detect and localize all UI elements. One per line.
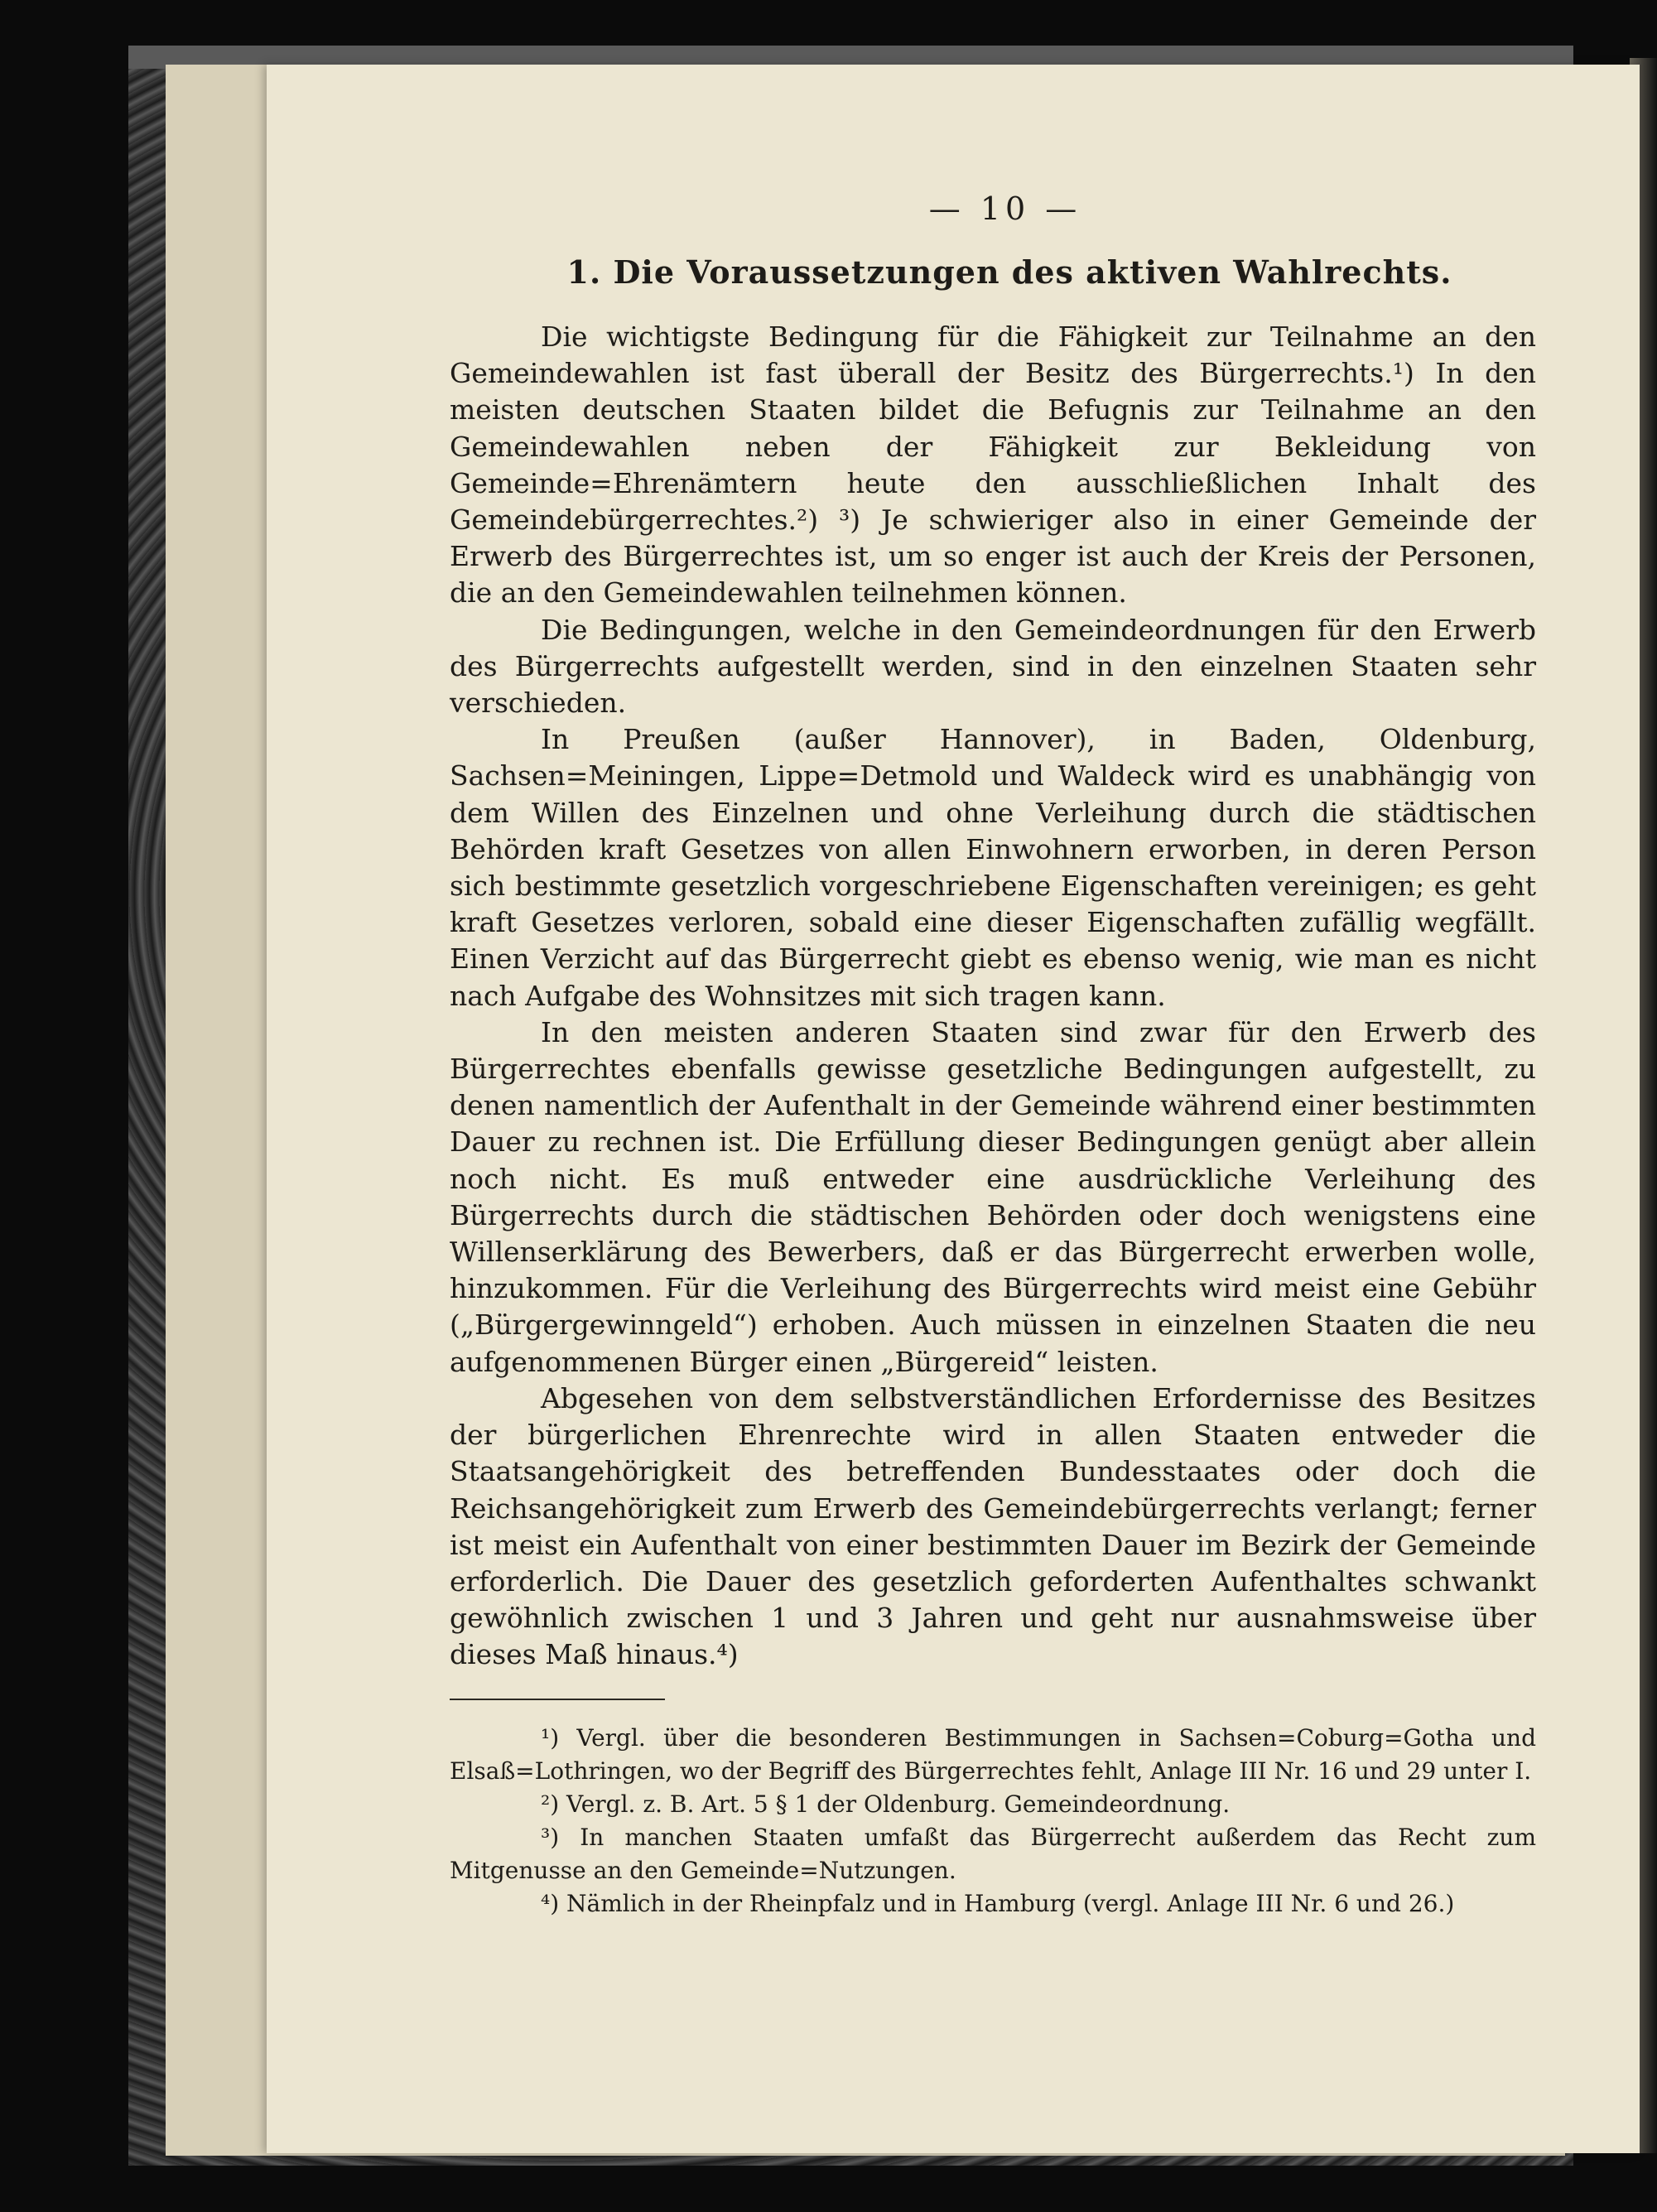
footnote-divider bbox=[450, 1699, 665, 1700]
paragraph: Abgesehen von dem selbstverständlichen Erfordernisse des Besitzes der bürgerlichen Ehrenrechte wird in allen Staaten entweder die Staatsangehörigkeit des betreffenden Bundesstaates oder doch die Reichsangehörigkeit zum Erwerb des Gemeindebürgerrechts verlangt; ferner ist meist ein Aufenthalt von einer bestimmten Dauer im Bezirk der Gemeinde erforderlich. Die Dauer des gesetzlich geforderten Aufenthaltes schwankt gewöhnlich zwischen 1 und 3 Jahren und geht nur ausnahmsweise über dieses Maß hinaus.⁴) bbox=[450, 1381, 1536, 1671]
page-number: — 10 — bbox=[928, 190, 1082, 227]
page-content bbox=[450, 190, 1536, 1920]
section-heading: 1. Die Voraussetzungen des aktiven Wahlrechts. bbox=[566, 253, 1452, 291]
footnote: ⁴) Nämlich in der Rheinpfalz und in Hamburg (vergl. Anlage III Nr. 6 und 26.) bbox=[541, 1889, 1455, 1917]
paragraph: In Preußen (außer Hannover), in Baden, Oldenburg, Sachsen=Meiningen, Lippe=Detmold und Waldeck wird es unabhängig von dem Willen des Einzelnen und ohne Verleihung durch die städtischen Behörden kraft Gesetzes von allen Einwohnern erworben, in deren Person sich bestimmte gesetzlich vorgeschriebene Eigenschaften vereinigen; es geht kraft Gesetzes verloren, sobald eine dieser Eigenschaften zufällig wegfällt. Einen Verzicht auf das Bürgerrecht giebt es ebenso wenig, wie man es nicht nach Aufgabe des Wohnsitzes mit sich tragen kann. bbox=[450, 723, 1536, 1012]
paragraph: In den meisten anderen Staaten sind zwar für den Erwerb des Bürgerrechtes ebenfalls gewisse gesetzliche Bedingungen aufgestellt, zu denen namentlich der Aufenthalt in der Gemeinde während einer bestimmten Dauer zu rechnen ist. Die Erfüllung dieser Bedingungen genügt aber allein noch nicht. Es muß entweder eine ausdrückliche Verleihung des Bürgerrechts durch die städtischen Behörden oder doch wenigstens eine Willenserklärung des Bewerbers, daß er das Bürgerrecht erwerben wolle, hinzukommen. Für die Verleihung des Bürgerrechts wird meist eine Gebühr („Bürgergewinngeld“) erhoben. Auch müssen in einzelnen Staaten die neu aufgenommenen Bürger einen „Bürgereid“ leisten. bbox=[450, 1015, 1536, 1378]
paragraph: Die wichtigste Bedingung für die Fähigkeit zur Teilnahme an den Gemeindewahlen ist fast überall der Besitz des Bürgerrechts.¹) In den meisten deutschen Staaten bildet die Befugnis zur Teilnahme an den Gemeindewahlen neben der Fähigkeit zur Bekleidung von Gemeinde=Ehrenämtern heute den ausschließlichen Inhalt des Gemeindebürgerrechtes.²) ³) Je schwieriger also in einer Gemeinde der Erwerb des Bürgerrechtes ist, um so enger ist auch der Kreis der Personen, die an den Gemeindewahlen teilnehmen können. bbox=[450, 320, 1536, 610]
footnote: ²) Vergl. z. B. Art. 5 § 1 der Oldenburg. Gemeindeordnung. bbox=[541, 1790, 1231, 1818]
paragraph: Die Bedingungen, welche in den Gemeindeordnungen für den Erwerb des Bürgerrechts aufgestellt werden, sind in den einzelnen Staaten sehr verschieden. bbox=[450, 613, 1536, 720]
footnote: ³) In manchen Staaten umfaßt das Bürgerrecht außerdem das Recht zum Mitgenusse an den Gemeinde=Nutzungen. bbox=[450, 1823, 1536, 1884]
footnote: ¹) Vergl. über die besonderen Bestimmungen in Sachsen=Coburg=Gotha und Elsaß=Lothringen, wo der Begriff des Bürgerrechtes fehlt, Anlage III Nr. 16 und 29 unter I. bbox=[450, 1723, 1536, 1785]
